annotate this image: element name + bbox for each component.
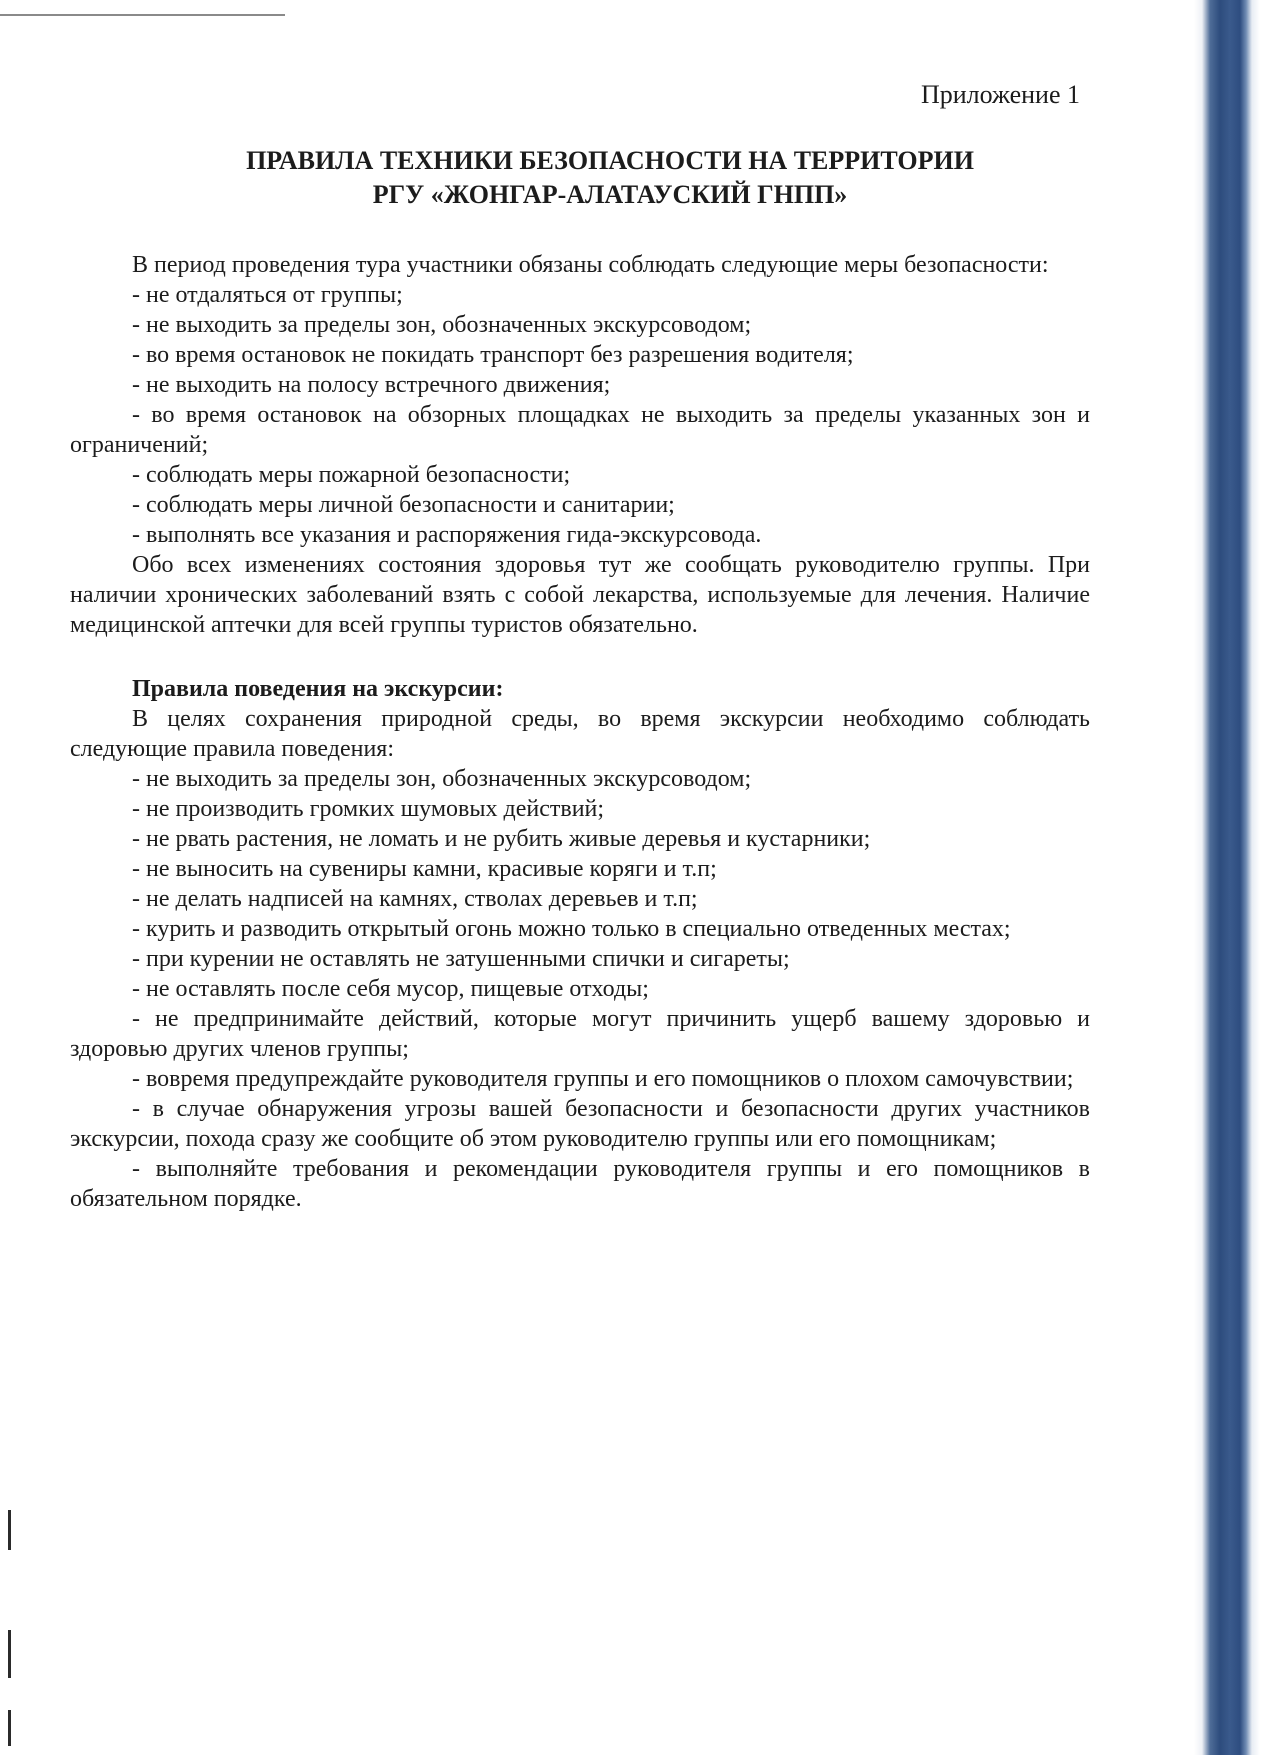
- list-item: - не отдаляться от группы;: [132, 282, 403, 308]
- document-title: [70, 144, 1090, 212]
- list-item: - в случае обнаружения угрозы вашей безопасности и безопасности других участников экскурсии, похода сразу же сообщите об этом руководителю группы или его помощникам;: [70, 1096, 1090, 1152]
- list-item: - вовремя предупреждайте руководителя группы и его помощников о плохом самочувствии;: [132, 1066, 1074, 1092]
- list-item: - выполняйте требования и рекомендации руководителя группы и его помощников в обязательном порядке.: [70, 1156, 1090, 1212]
- list-item: - выполнять все указания и распоряжения гида-экскурсовода.: [132, 522, 762, 548]
- list-item: - не предпринимайте действий, которые могут причинить ущерб вашему здоровью и здоровью других членов группы;: [70, 1006, 1090, 1062]
- excursion-rules-list: [70, 764, 1090, 1214]
- list-item: - не выходить за пределы зон, обозначенных экскурсоводом;: [132, 312, 752, 338]
- list-item: - во время остановок не покидать транспорт без разрешения водителя;: [132, 342, 854, 368]
- scan-edge-line: [0, 14, 285, 16]
- list-item: - соблюдать меры личной безопасности и санитарии;: [132, 492, 675, 518]
- list-item: - не оставлять после себя мусор, пищевые отходы;: [132, 976, 649, 1002]
- intro-paragraph: В период проведения тура участники обязаны соблюдать следующие меры безопасности:: [132, 252, 1049, 278]
- title-line: ПРАВИЛА ТЕХНИКИ БЕЗОПАСНОСТИ НА ТЕРРИТОРИИ: [246, 146, 974, 175]
- list-item: - курить и разводить открытый огонь можно только в специально отведенных местах;: [132, 916, 1011, 942]
- document-page: [70, 80, 1090, 1214]
- health-note-paragraph: Обо всех изменениях состояния здоровья тут же сообщать руководителю группы. При наличии хронических заболеваний взять с собой лекарства, используемые для лечения. Наличие медицинской аптечки для всей группы туристов обязательно.: [70, 552, 1090, 638]
- list-item: - не делать надписей на камнях, стволах деревьев и т.п;: [132, 886, 698, 912]
- safety-rules-list: [70, 280, 1090, 550]
- appendix-label: Приложение 1: [920, 80, 1080, 109]
- excursion-heading: Правила поведения на экскурсии:: [132, 676, 504, 702]
- list-item: - во время остановок на обзорных площадках не выходить за пределы указанных зон и ограничений;: [70, 402, 1090, 458]
- scan-edge-marks: [8, 1510, 11, 1750]
- binder-strip: [1194, 0, 1276, 1755]
- list-item: - не выносить на сувениры камни, красивые коряги и т.п;: [132, 856, 717, 882]
- title-line: РГУ «ЖОНГАР-АЛАТАУСКИЙ ГНПП»: [372, 180, 848, 209]
- excursion-intro-paragraph: В целях сохранения природной среды, во время экскурсии необходимо соблюдать следующие правила поведения:: [70, 706, 1090, 762]
- list-item: - не выходить за пределы зон, обозначенных экскурсоводом;: [132, 766, 752, 792]
- list-item: - соблюдать меры пожарной безопасности;: [132, 462, 571, 488]
- list-item: - не производить громких шумовых действий;: [132, 796, 605, 822]
- list-item: - не рвать растения, не ломать и не рубить живые деревья и кустарники;: [132, 826, 871, 852]
- list-item: - при курении не оставлять не затушенными спички и сигареты;: [132, 946, 790, 972]
- list-item: - не выходить на полосу встречного движения;: [132, 372, 611, 398]
